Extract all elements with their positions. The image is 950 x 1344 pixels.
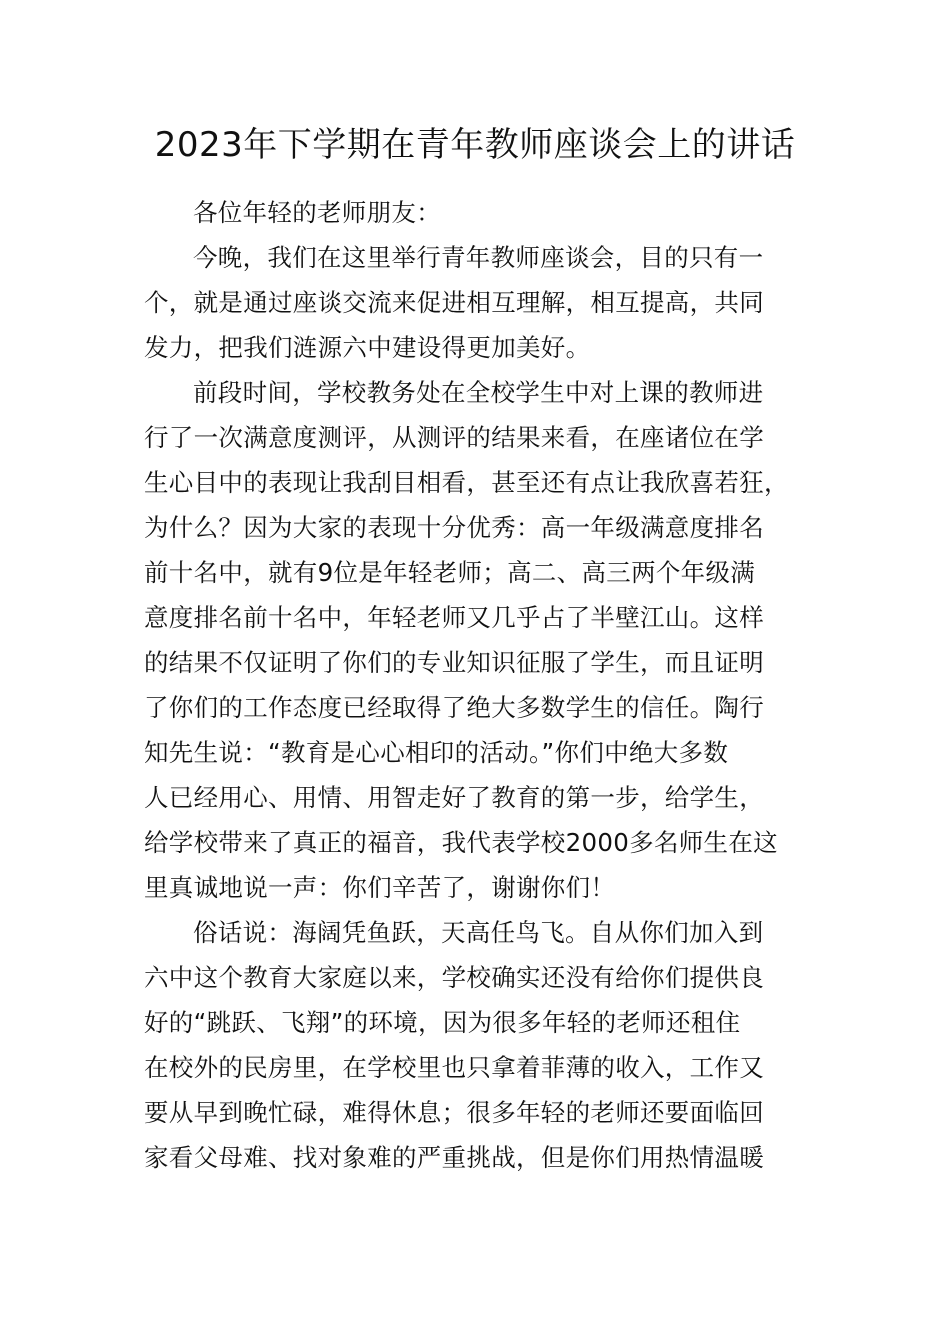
text-line: 在校外的民房里，在学校里也只拿着菲薄的收入，工作又 (144, 1053, 764, 1082)
text-line: 知先生说：“教育是心心相印的活动。”你们中绝大多数 (144, 738, 729, 767)
text-line: 意度排名前十名中，年轻老师又几乎占了半壁江山。这样 (144, 603, 764, 632)
text-line: 各位年轻的老师朋友： (193, 198, 441, 227)
text-line: 了你们的工作态度已经取得了绝大多数学生的信任。陶行 (144, 693, 764, 722)
text-line: 要从早到晚忙碌，难得休息；很多年轻的老师还要面临回 (144, 1098, 764, 1127)
text-line: 好的“跳跃、飞翔”的环境，因为很多年轻的老师还租住 (144, 1008, 741, 1037)
text-line: 的结果不仅证明了你们的专业知识征服了学生，而且证明 (144, 648, 764, 677)
document-title: 2023年下学期在青年教师座谈会上的讲话 (154, 125, 796, 165)
text-line: 前十名中，就有9位是年轻老师；高二、高三两个年级满 (144, 558, 756, 587)
text-line: 个，就是通过座谈交流来促进相互理解，相互提高，共同 (144, 288, 764, 317)
text-line: 家看父母难、找对象难的严重挑战，但是你们用热情温暖 (144, 1143, 764, 1172)
text-line: 人已经用心、用情、用智走好了教育的第一步，给学生， (144, 783, 764, 812)
text-line: 为什么？因为大家的表现十分优秀：高一年级满意度排名 (144, 513, 764, 542)
text-line: 里真诚地说一声：你们辛苦了，谢谢你们！ (144, 873, 616, 902)
text-line: 给学校带来了真正的福音，我代表学校2000多名师生在这 (144, 828, 778, 857)
text-line: 俗话说：海阔凭鱼跃，天高任鸟飞。自从你们加入到 (193, 918, 764, 947)
text-line: 今晚，我们在这里举行青年教师座谈会，目的只有一 (193, 243, 764, 272)
text-line: 发力，把我们涟源六中建设得更加美好。 (144, 333, 591, 362)
document-body (144, 190, 814, 1180)
text-line: 六中这个教育大家庭以来，学校确实还没有给你们提供良 (144, 963, 764, 992)
text-line: 行了一次满意度测评，从测评的结果来看，在座诸位在学 (144, 423, 764, 452)
text-line: 生心目中的表现让我刮目相看，甚至还有点让我欣喜若狂， (144, 468, 789, 497)
text-line: 前段时间，学校教务处在全校学生中对上课的教师进 (193, 378, 764, 407)
